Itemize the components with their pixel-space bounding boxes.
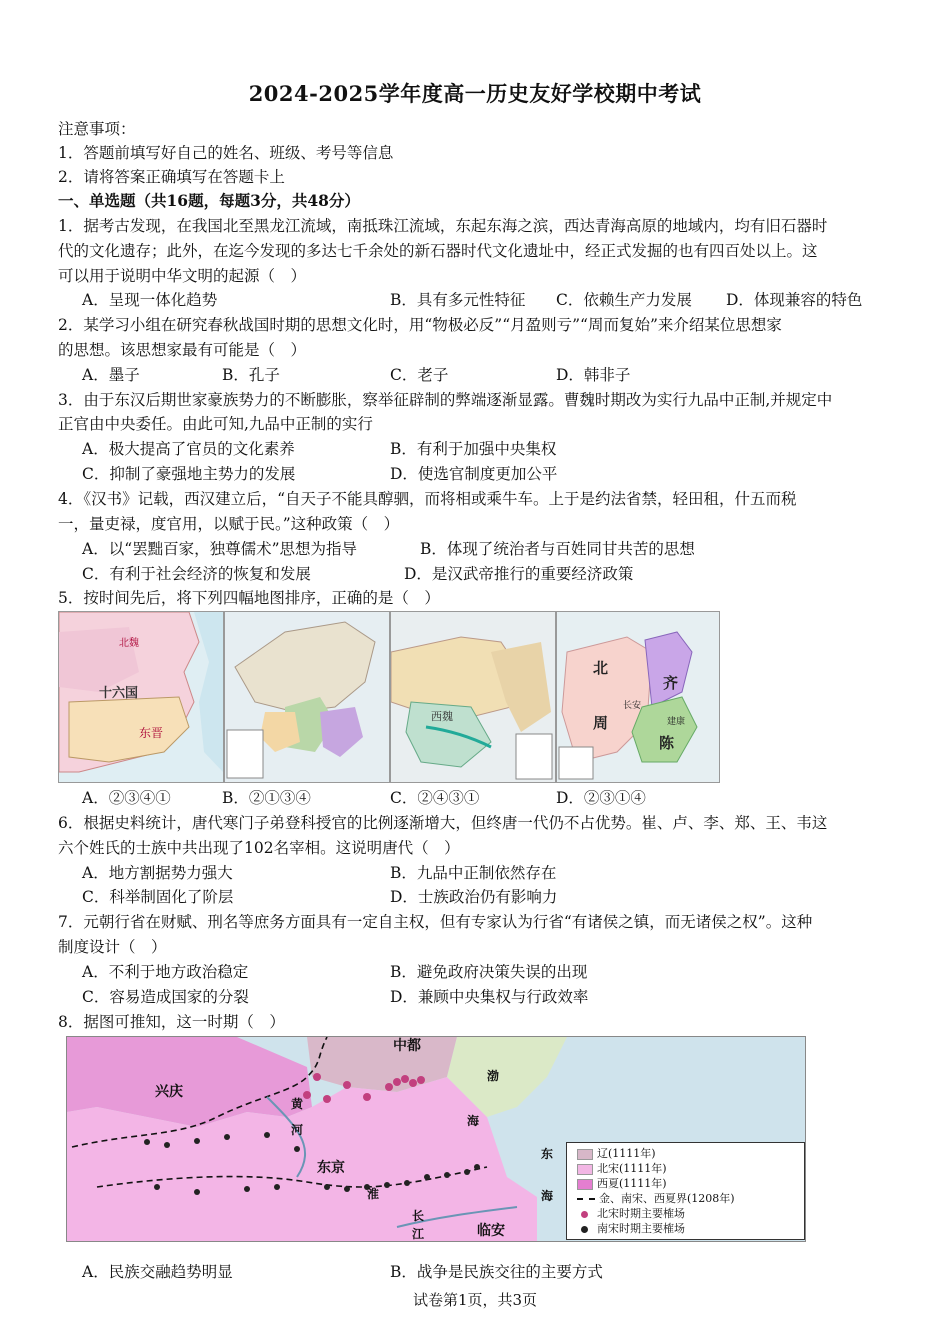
q8-city-zhongdu: 中都 — [393, 1038, 421, 1054]
q8-city-linan: 临安 — [477, 1223, 505, 1239]
south-market-dot — [194, 1189, 200, 1195]
north-market-dot — [417, 1076, 425, 1084]
q3-option-b[interactable]: B．有利于加强中央集权 — [390, 440, 557, 458]
q6-option-c[interactable]: C．科举制固化了阶层 — [82, 888, 234, 906]
q8-legend-south-market — [577, 1222, 685, 1236]
q8-legend-song — [577, 1162, 667, 1176]
q8-legend-north-market — [577, 1207, 685, 1221]
q5-map-4-label-2: 齐 — [663, 674, 679, 692]
south-market-dot — [424, 1174, 430, 1180]
q5-map-1-drawing — [59, 612, 223, 782]
q8-map-legend — [566, 1142, 805, 1240]
q1-line-3: 可以用于说明中华文明的起源（ ） — [58, 267, 307, 285]
q5-option-b[interactable]: B．②①③④ — [222, 789, 311, 807]
q8-legend-liao-text: 辽(1111年) — [597, 1147, 656, 1160]
q5-map-1-label-1: 北魏 — [119, 638, 139, 649]
north-market-dot — [401, 1075, 409, 1083]
q5-map-1-label-2: 十六国 — [99, 686, 139, 701]
south-market-dot — [444, 1172, 450, 1178]
q1-option-a[interactable]: A．呈现一体化趋势 — [82, 291, 218, 309]
north-market-dot — [313, 1073, 321, 1081]
south-market-dot — [154, 1184, 160, 1190]
south-market-dot — [264, 1132, 270, 1138]
south-market-dot — [294, 1146, 300, 1152]
q7-option-a[interactable]: A．不利于地方政治稳定 — [82, 963, 249, 981]
q4-option-d[interactable]: D．是汉武帝推行的重要经济政策 — [404, 565, 634, 583]
q5-map-4-label-5: 长安 — [623, 701, 642, 711]
q8-option-b[interactable]: B．战争是民族交往的主要方式 — [390, 1263, 603, 1281]
q1-line-1: 1．据考古发现，在我国北至黑龙江流域，南抵珠江流域，东起东海之滨，西达青海高原的地域内，均有旧石器时 — [58, 217, 828, 235]
q5-option-a[interactable]: A．②③④① — [82, 789, 171, 807]
q8-label-bo: 渤 — [487, 1069, 500, 1083]
q1-line-2: 代的文化遗存；此外，在迄今发现的多达七千余处的新石器时代文化遗址中，经正式发掘的也有四百处以上。这 — [58, 242, 818, 260]
q2-line-1: 2．某学习小组在研究春秋战国时期的思想文化时，用“物极必反”“月盈则亏”“周而复始”来介绍某位思想家 — [58, 316, 782, 334]
q8-label-jiang: 江 — [412, 1227, 425, 1241]
q5-map-4 — [556, 611, 720, 783]
north-market-dot — [409, 1079, 417, 1087]
q8-label-hai-2: 海 — [541, 1189, 554, 1203]
q5-maps — [58, 611, 718, 781]
q8-label-chang: 长 — [412, 1209, 425, 1223]
q5-map-4-label-4: 陈 — [659, 734, 675, 752]
q8-label-hai: 海 — [467, 1114, 480, 1128]
q3-line-1: 3．由于东汉后期世家豪族势力的不断膨胀，察举征辟制的弊端逐渐显露。曹魏时期改为实行九品中正制,并规定中 — [58, 391, 833, 409]
q5-map-3-drawing — [391, 612, 555, 782]
q5-map-3-label-1: 西魏 — [431, 710, 453, 723]
notice-2: 2．请将答案正确填写在答题卡上 — [58, 168, 285, 186]
q8-legend-north-market-text: 北宋时期主要榷场 — [597, 1207, 685, 1220]
q4-option-b[interactable]: B．体现了统治者与百姓同甘共苦的思想 — [420, 540, 695, 558]
q8-legend-liao-swatch — [577, 1149, 593, 1160]
q8-label-dong: 东 — [541, 1147, 554, 1161]
q8-city-dongjing: 东京 — [317, 1160, 345, 1176]
q3-line-2: 正官由中央委任。由此可知,九品中正制的实行 — [58, 415, 373, 433]
q1-option-b[interactable]: B．具有多元性特征 — [390, 291, 526, 309]
south-market-dot — [144, 1139, 150, 1145]
notice-heading: 注意事项： — [58, 120, 136, 138]
q8-legend-xixia-text: 西夏(1111年) — [597, 1177, 667, 1190]
q8-city-xingqing: 兴庆 — [155, 1084, 183, 1100]
q7-option-b[interactable]: B．避免政府决策失误的出现 — [390, 963, 588, 981]
q7-line-1: 7．元朝行省在财赋、刑名等庶务方面具有一定自主权，但有专家认为行省“有诸侯之镇，而无诸侯之权”。这种 — [58, 913, 813, 931]
q8-label-huang: 黄 — [291, 1097, 304, 1111]
q4-line-2: 一，量吏禄，度官用，以赋于民。”这种政策（ ） — [58, 515, 400, 533]
south-market-dot — [464, 1169, 470, 1175]
q3-option-c[interactable]: C．抑制了豪强地主势力的发展 — [82, 465, 296, 483]
q1-option-d[interactable]: D．体现兼容的特色 — [726, 291, 863, 309]
q2-line-2: 的思想。该思想家最有可能是（ ） — [58, 341, 307, 359]
south-market-dot — [224, 1134, 230, 1140]
q6-option-a[interactable]: A．地方割据势力强大 — [82, 864, 233, 882]
south-market-dot — [274, 1184, 280, 1190]
q6-option-b[interactable]: B．九品中正制依然存在 — [390, 864, 557, 882]
q3-option-d[interactable]: D．使选官制度更加公平 — [390, 465, 558, 483]
q2-option-d[interactable]: D．韩非子 — [556, 366, 631, 384]
q8-legend-xixia-swatch — [577, 1179, 593, 1190]
q8-legend-north-dot-icon — [581, 1211, 588, 1218]
q8-legend-border — [577, 1192, 735, 1206]
q5-map-1-label-3: 东晋 — [139, 726, 164, 740]
q5-map-4-drawing — [557, 612, 719, 782]
q5-option-d[interactable]: D．②③①④ — [556, 789, 646, 807]
q8-label-he: 河 — [291, 1123, 304, 1137]
north-market-dot — [303, 1091, 311, 1099]
south-market-dot — [194, 1138, 200, 1144]
south-market-dot — [474, 1164, 480, 1170]
q8-legend-south-market-text: 南宋时期主要榷场 — [597, 1222, 685, 1235]
q5-map-4-label-6: 建康 — [667, 717, 686, 727]
q7-line-2: 制度设计（ ） — [58, 938, 167, 956]
q8-legend-border-line — [577, 1198, 595, 1200]
q5-map-4-label-3: 周 — [593, 714, 609, 732]
q4-line-1: 4．《汉书》记载，西汉建立后，“自天子不能具醇驷，而将相或乘牛车。上于是约法省禁，轻田租，什五而税 — [58, 490, 797, 508]
q8-legend-south-dot-icon — [581, 1226, 588, 1233]
q7-option-c[interactable]: C．容易造成国家的分裂 — [82, 988, 249, 1006]
south-market-dot — [404, 1180, 410, 1186]
q2-option-b[interactable]: B．孔子 — [222, 366, 280, 384]
north-market-dot — [343, 1081, 351, 1089]
north-market-dot — [323, 1095, 331, 1103]
north-market-dot — [385, 1083, 393, 1091]
notice-1: 1．答题前填写好自己的姓名、班级、考号等信息 — [58, 144, 394, 162]
south-market-dot — [324, 1184, 330, 1190]
south-market-dot — [164, 1142, 170, 1148]
south-market-dot — [384, 1182, 390, 1188]
q6-option-d[interactable]: D．士族政治仍有影响力 — [390, 888, 558, 906]
section-heading: 一、单选题（共16题，每题3分，共48分） — [58, 191, 360, 210]
q8-line-1: 8．据图可推知，这一时期（ ） — [58, 1013, 285, 1031]
q2-option-c[interactable]: C．老子 — [390, 366, 449, 384]
exam-title: 2024-2025学年度高一历史友好学校期中考试 — [248, 81, 702, 106]
q5-map-2 — [224, 611, 390, 783]
q8-legend-song-swatch — [577, 1164, 593, 1175]
q4-option-c[interactable]: C．有利于社会经济的恢复和发展 — [82, 565, 311, 583]
q5-line-1: 5．按时间先后，将下列四幅地图排序，正确的是（ ） — [58, 589, 440, 607]
q8-legend-border-text: 金、南宋、西夏界(1208年) — [599, 1192, 735, 1205]
q8-option-a[interactable]: A．民族交融趋势明显 — [82, 1263, 233, 1281]
q1-option-c[interactable]: C．依赖生产力发展 — [556, 291, 692, 309]
q6-line-1: 6．根据史料统计，唐代寒门子弟登科授官的比例逐渐增大，但终唐一代仍不占优势。崔、卢、李、郑、王、韦这 — [58, 814, 828, 832]
q5-map-3 — [390, 611, 556, 783]
q5-map-1 — [58, 611, 224, 783]
north-market-dot — [393, 1078, 401, 1086]
q3-option-a[interactable]: A．极大提高了官员的文化素养 — [82, 440, 295, 458]
q5-map-2-drawing — [225, 612, 389, 782]
page-footer: 试卷第1页，共3页 — [412, 1291, 538, 1309]
q7-option-d[interactable]: D．兼顾中央集权与行政效率 — [390, 988, 589, 1006]
q8-label-huai: 淮 — [367, 1187, 380, 1201]
q6-line-2: 六个姓氏的士族中共出现了102名宰相。这说明唐代（ ） — [58, 839, 460, 857]
q8-legend-song-text: 北宋(1111年) — [597, 1162, 667, 1175]
south-market-dot — [344, 1186, 350, 1192]
south-market-dot — [244, 1186, 250, 1192]
q5-map-4-label-1: 北 — [593, 659, 609, 677]
q8-legend-xixia — [577, 1177, 667, 1191]
q4-option-a[interactable]: A．以“罢黜百家，独尊儒术”思想为指导 — [82, 540, 358, 558]
q8-legend-liao — [577, 1147, 656, 1161]
q2-option-a[interactable]: A．墨子 — [82, 366, 140, 384]
q5-option-c[interactable]: C．②④③① — [390, 789, 480, 807]
north-market-dot — [363, 1093, 371, 1101]
